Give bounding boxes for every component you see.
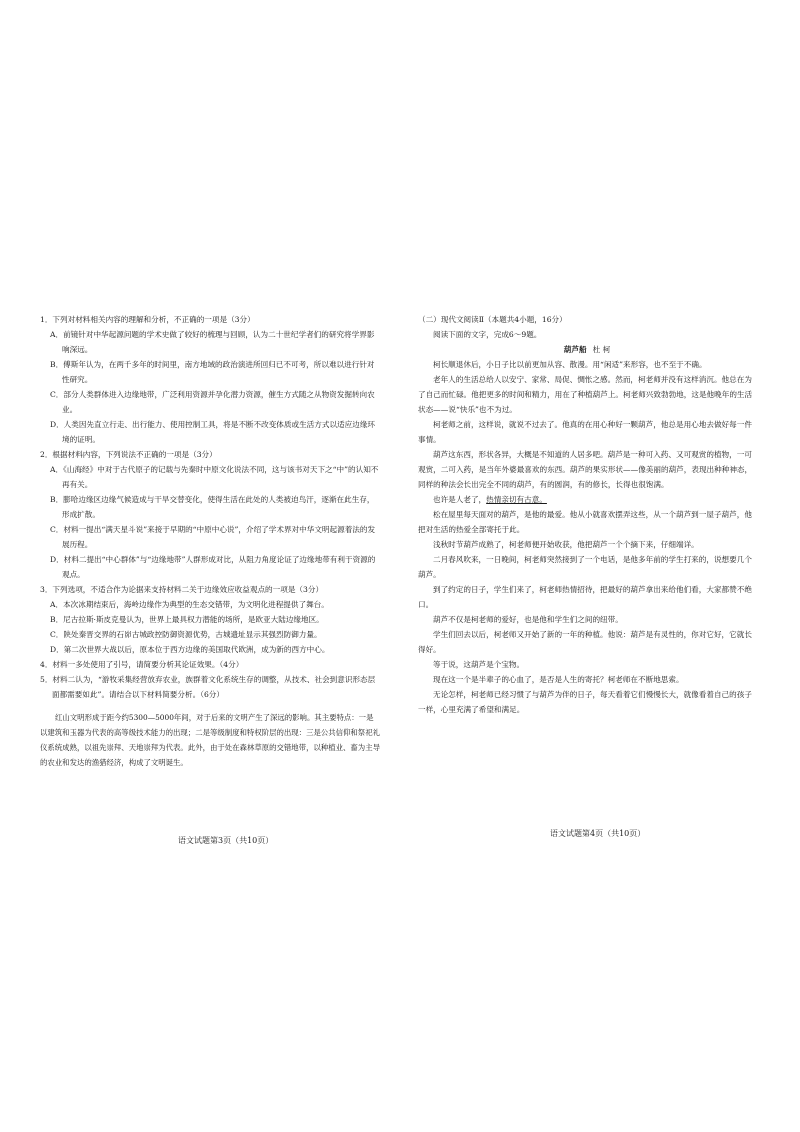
question-1-option-a: A．前镜针对中华起源问题的学术史做了较好的梳理与回顾，认为二十世纪学者们的研究将学界影响深远。 xyxy=(50,330,375,354)
article-title: 葫芦船 xyxy=(563,345,587,354)
question-2-option-a: A．《山海经》中对于古代原子的记载与先秦时中原文化说法不同，这与该书对天下之“中”的认知不再有关。 xyxy=(50,465,379,489)
question-4: 4．材料一多处使用了引号，请简要分析其论证效果。（4分） xyxy=(40,660,244,669)
question-1-stem: 1．下列对材料相关内容的理解和分析，不正确的一项是（3分） xyxy=(40,315,255,324)
question-3-option-d: D．第二次世界大战以后，原本位于西方边缘的美国取代欧洲，成为新的西方中心。 xyxy=(50,645,330,654)
article-paragraph: 松在屋里每天面对的葫芦，是他的最爱。他从小就喜欢摆弄这些，从一个葫芦到一屋子葫芦，他把对生活的热爱全部寄托于此。 xyxy=(418,510,752,534)
question-2-option-b: B．膨哈边缘区边缘气候造成与干旱交替变化，使得生活在此处的人类被迫鸟汗，逐渐在此生存，形成扩散。 xyxy=(50,495,375,519)
reading-instruction: 阅读下面的文字，完成6～9题。 xyxy=(433,330,542,339)
article-paragraph: 浅秋时节葫芦成熟了，柯老师便开始收获，他把葫芦一个个摘下来，仔细端详。 xyxy=(433,540,699,549)
article-author: 杜 柯 xyxy=(592,345,611,354)
question-3-option-b: B．尼古拉斯·斯皮克曼认为，世界上最具权力潜能的场所，是欧亚大陆边缘地区。 xyxy=(50,615,324,624)
question-1-option-b: B．傅斯年认为，在两千多年的时间里，南方地域的政治演进所回归已不可考，所以难以进行针对性研究。 xyxy=(50,360,375,384)
question-2-option-c: C．材料一提出“满天星斗说”来接于早期的“中原中心说”，介绍了学术界对中华文明起源着法的发展历程。 xyxy=(50,525,376,549)
article-paragraph: 等于说，这葫芦是个宝物。 xyxy=(433,660,525,669)
section-title: （二）现代文阅读Ⅱ（本题共4小题，16分） xyxy=(418,315,567,324)
article-paragraph: 无论怎样，柯老师已经习惯了与葫芦为伴的日子，每天看着它们慢慢长大，就像看着自己的孩子一样，心里充满了希望和满足。 xyxy=(418,690,752,714)
right-page-footer: 语文试题第4页（共10页） xyxy=(550,829,646,838)
question-3-option-a: A．本次冰期结束后，海岭边缘作为典型的生态交错带，为文明化进程提供了舞台。 xyxy=(50,600,329,609)
question-1-option-c: C．部分人类群体进入边缘地带，广泛利用资源并孕化潜力资源，催生方式随之从物资发掘转向农业。 xyxy=(50,390,375,414)
article-paragraph: 葫芦不仅是柯老师的爱好，也是他和学生们之间的纽带。 xyxy=(433,615,623,624)
question-1-option-d: D．人类因先直立行走、出行能力、使用控制工具，将是不断不改变体质或生活方式以适应边缘环境的证明。 xyxy=(50,420,376,444)
right-page-column xyxy=(418,312,756,717)
article-paragraph-underlined xyxy=(418,492,756,507)
article-paragraph-text: 也许是人老了， xyxy=(433,495,487,504)
left-page-column xyxy=(40,312,380,770)
article-paragraph: 老年人的生活总给人以安宁、家常、局促、惆怅之感。然而，柯老师并没有这样消沉。他总在为了自己而忙碌。他把更多的时间和精力，用在了种植葫芦上。柯老师兴致勃勃地，这是他晚年的生活状态——说“快乐”也不为过。 xyxy=(418,375,753,414)
underlined-phrase: 热情亲切有古意。 xyxy=(486,495,547,504)
article-paragraph: 到了约定的日子，学生们来了，柯老师热情招待，把最好的葫芦拿出来给他们看，大家都赞不绝口。 xyxy=(418,585,752,609)
article-paragraph: 柯老师之前，这样说，就说不过去了。他真的在用心种好一颗葫芦，他总是用心地去做好每一件事情。 xyxy=(418,420,752,444)
article-paragraph: 学生们回去以后，柯老师又开始了新的一年的种植。他说：葫芦是有灵性的，你对它好，它就长得好。 xyxy=(418,630,752,654)
question-5: 5．材料二认为，“游牧采集经营放弃农业，族群着文化系统生存的调整，从技术、社会到意识形态层面都需要如此”。请结合以下材料简要分析。（6分） xyxy=(40,675,376,699)
question-2-option-d: D．材料二提出“中心群体”与“边缘地带”人群形成对比，从阻力角度论证了边缘地带有利于资源的观点。 xyxy=(50,555,376,579)
question-2-stem: 2．根据材料内容，下列说法不正确的一项是（3分） xyxy=(40,450,217,459)
question-3-stem: 3．下列选项，不适合作为论据来支持材料二关于边缘效应收益观点的一项是（3分） xyxy=(40,585,324,594)
question-5-material: 红山文明形成于距今约5300—5000年间，对于后来的文明产生了深远的影响。其主要特点：一是以建筑和玉器为代表的高等级技术能力的出现；二是等级制度和特权阶层的出现：三是公共信仰和祭祀礼仪系统成熟，以祖先崇拜、天地崇拜为代表。此外，由于处在森林草原的交错地带，以种植业、畜为主导的农业和发达的渔猎经济，构成了文明诞生。 xyxy=(40,713,380,767)
article-paragraph: 二月春风吹来，一日晚间，柯老师突然接到了一个电话，是他多年前的学生打来的，说想要几个葫芦。 xyxy=(418,555,752,579)
article-title-line xyxy=(418,342,756,357)
article-paragraph: 柯长顺退休后，小日子比以前更加从容、散漫。用“闲适”来形容，也不至于不确。 xyxy=(433,360,707,369)
left-page-footer: 语文试题第3页（共10页） xyxy=(178,836,274,845)
article-paragraph: 现在这一个是半辈子的心血了，是否是人生的寄托？柯老师在不断地思索。 xyxy=(433,675,684,684)
article-paragraph: 葫芦这东西，形状各异，大概是不知道的人居多吧。葫芦是一种可入药、又可观赏的植物，一可观赏，二可入药，是当年外婆最喜欢的东西。葫芦的果实形状——像美丽的葫芦，表现出种种神态，同样的种法会长出完全不同的葫芦，有的圆润，有的修长，长得也很饱满。 xyxy=(418,450,753,489)
question-3-option-c: C．陕处秦晋交界的石峁古城政控防御资源优势，古城遗址显示其强烈防御力量。 xyxy=(50,630,322,639)
